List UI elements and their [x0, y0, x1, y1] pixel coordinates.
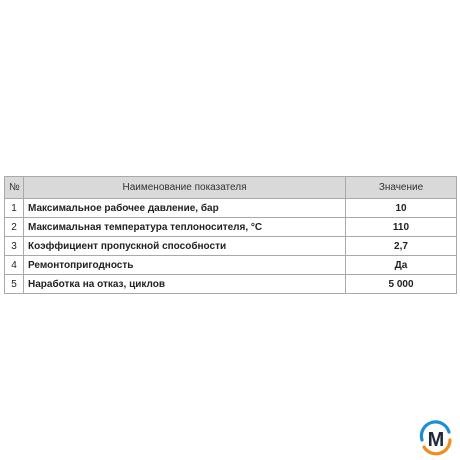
row-value: 5 000: [346, 275, 457, 294]
table-body: [5, 199, 457, 294]
row-name: Максимальная температура теплоносителя, °С: [24, 218, 346, 237]
table-header: [5, 177, 457, 199]
header-name: Наименование показателя: [24, 177, 346, 199]
row-value: 10: [346, 199, 457, 218]
table-row: [5, 237, 457, 256]
row-value: 2,7: [346, 237, 457, 256]
row-value: Да: [346, 256, 457, 275]
logo-letter: M: [427, 429, 445, 451]
table-row: [5, 275, 457, 294]
row-name: Максимальное рабочее давление, бар: [24, 199, 346, 218]
row-name: Коэффициент пропускной способности: [24, 237, 346, 256]
row-name: Наработка на отказ, циклов: [24, 275, 346, 294]
table-row: [5, 256, 457, 275]
table-row: [5, 218, 457, 237]
row-number: 5: [5, 275, 24, 294]
row-number: 3: [5, 237, 24, 256]
table-row: [5, 199, 457, 218]
row-name: Ремонтопригодность: [24, 256, 346, 275]
row-value: 110: [346, 218, 457, 237]
header-number: №: [5, 177, 24, 199]
row-number: 1: [5, 199, 24, 218]
header-value: Значение: [346, 177, 457, 199]
header-row: [5, 177, 457, 199]
row-number: 4: [5, 256, 24, 275]
row-number: 2: [5, 218, 24, 237]
brand-logo-icon: [418, 420, 454, 456]
specifications-table: [4, 176, 457, 294]
